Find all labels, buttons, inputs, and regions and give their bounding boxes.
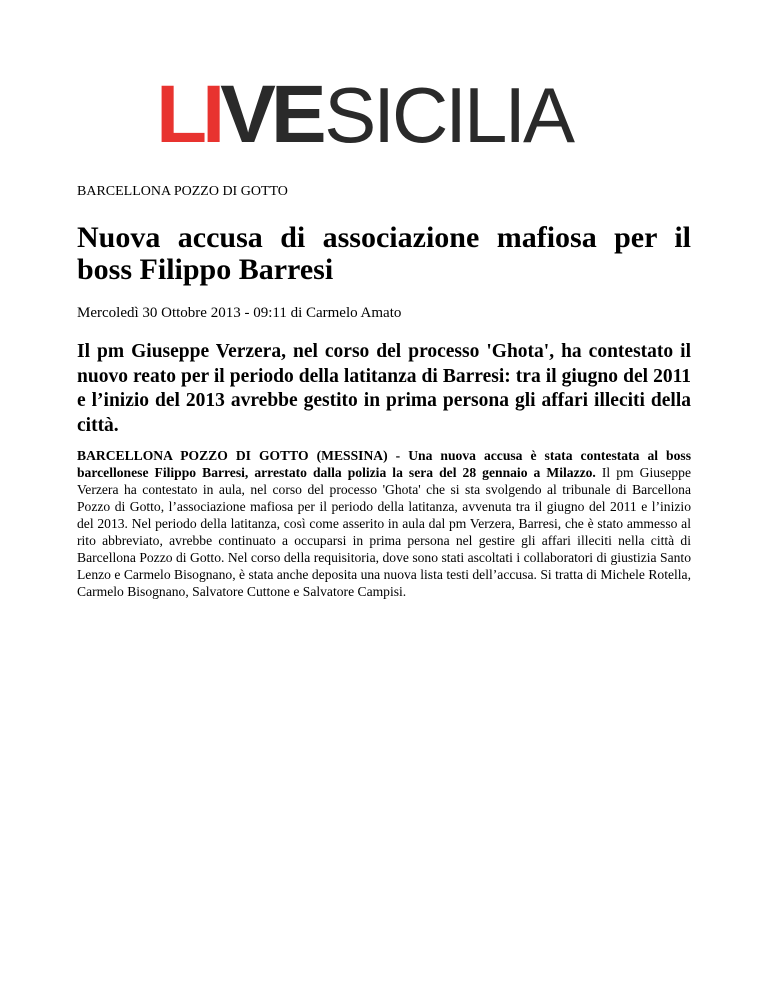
article-lead: Il pm Giuseppe Verzera, nel corso del processo 'Ghota', ha contestato il nuovo reato per il periodo della latitanza di Barresi: tra il giugno del 2011 e l’inizio del 2013 avrebbe gestito in prima persona gli affari illeciti della città. [77, 341, 691, 436]
article-body [77, 447, 691, 600]
logo-live-accent: LI [156, 69, 221, 160]
logo-live-wordmark [156, 69, 322, 160]
article-byline: Mercoledì 30 Ottobre 2013 - 09:11 di Carmelo Amato [77, 305, 402, 321]
article-title: Nuova accusa di associazione mafiosa per il boss Filippo Barresi [77, 221, 691, 286]
article-body-text: Il pm Giuseppe Verzera ha contestato in aula, nel corso del processo 'Ghota' che si sta svolgendo al tribunale di Barcellona Pozzo di Gotto, l’associazione mafiosa per il periodo della latitanza, avvenuta tra il giugno del 2011 e l’inizio del 2013. Nel periodo della latitanza, così come asserito in aula dal pm Verzera, Barresi, che è stato ammesso al rito abbreviato, avrebbe continuato a occuparsi in prima persona nel gestire gli affari illeciti nella città di Barcellona Pozzo di Gotto. Nel corso della requisitoria, dove sono stati ascoltati i collaboratori di giustizia Santo Lenzo e Carmelo Bisognano, è stata anche deposita una nuova lista testi dell’accusa. Si tratta di Michele Rotella, Carmelo Bisognano, Salvatore Cuttone e Salvatore Campisi. [77, 465, 691, 599]
article-body-bold: BARCELLONA POZZO DI GOTTO (MESSINA) - Una nuova accusa è stata contestata al boss barcellonese Filippo Barresi, arrestato dalla polizia la sera del 28 gennaio a Milazzo. [77, 448, 691, 480]
article-kicker: BARCELLONA POZZO DI GOTTO [77, 184, 288, 199]
logo-sicilia-wordmark: SICILIA [324, 71, 573, 159]
livesicilia-logo [156, 69, 610, 160]
logo-live-rest: VE [220, 69, 322, 160]
